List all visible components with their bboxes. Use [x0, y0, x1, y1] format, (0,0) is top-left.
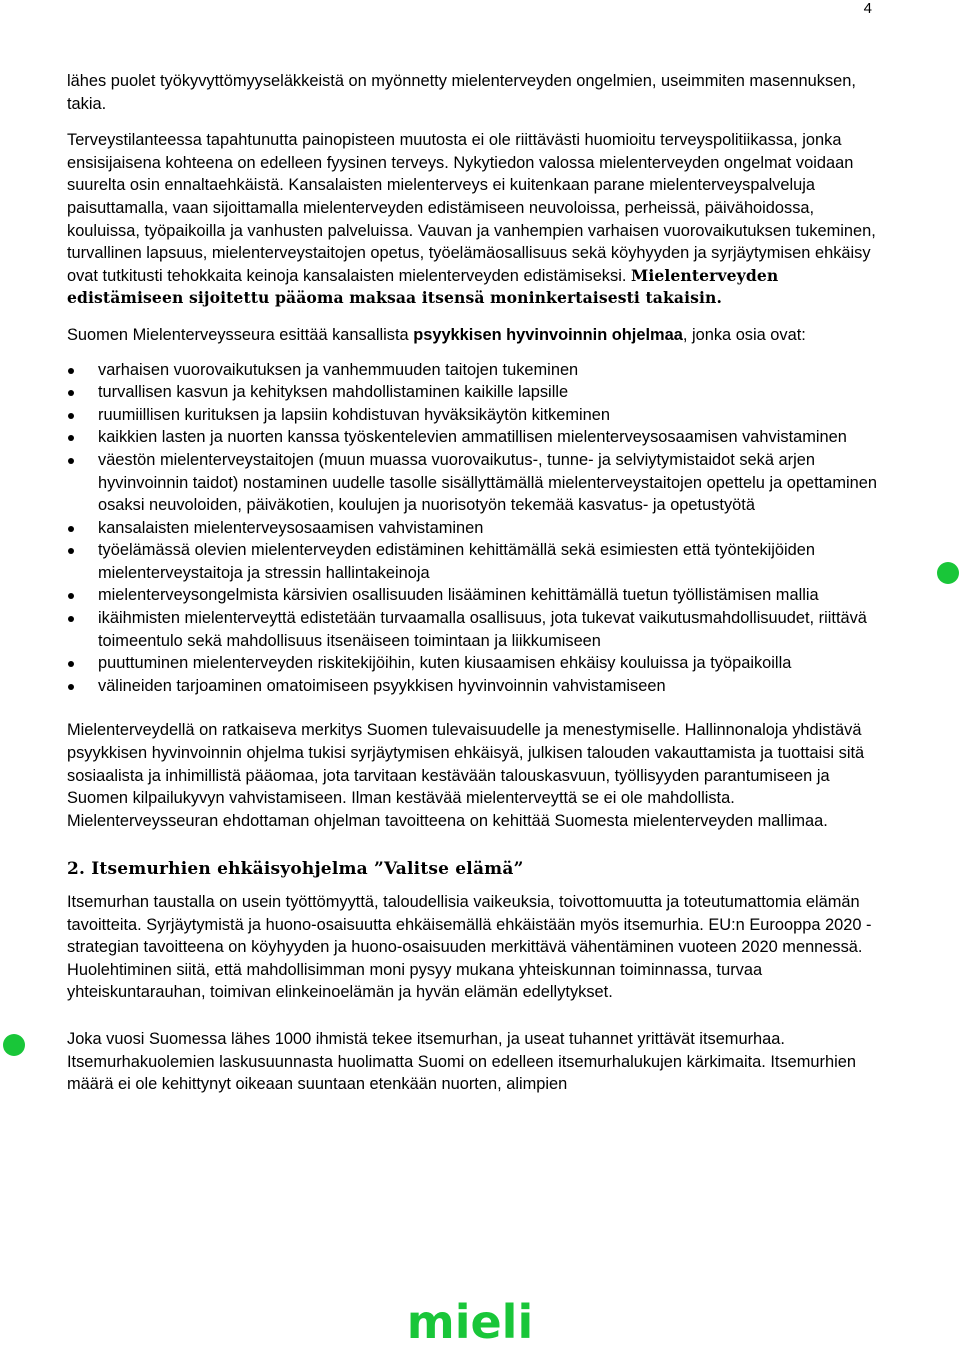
bullet-dot-icon — [68, 526, 74, 532]
bullet-dot-icon — [68, 458, 74, 464]
section-heading: 2. Itsemurhien ehkäisyohjelma ”Valitse elämä” — [67, 859, 524, 880]
bullet-item — [67, 652, 877, 675]
mieli-logo-text: mieli — [406, 1298, 534, 1349]
page-number: 4 — [863, 0, 872, 17]
bullet-text: työelämässä olevien mielenterveyden edistäminen kehittämällä sekä esimiesten että työntekijöiden mielenterveystaitoja ja stressin hallintakeinoja — [98, 541, 816, 582]
bullet-dot-icon — [68, 661, 74, 667]
green-dot-icon — [3, 1034, 25, 1056]
bullet-dot-icon — [68, 684, 74, 690]
paragraph-intro: lähes puolet työkyvyttömyyseläkkeistä on myönnetty mielenterveyden ongelmien, useimmiten masennuksen, takia. — [67, 72, 856, 113]
document-body — [67, 70, 877, 1096]
bullet-item — [67, 404, 877, 427]
bullet-item — [67, 539, 877, 584]
bullet-item — [67, 426, 877, 449]
bullet-text: mielenterveysongelmista kärsivien osallisuuden lisääminen kehittämällä tuetun työllistämisen mallia — [98, 586, 819, 605]
program-intro-text: Suomen Mielenterveysseura esittää kansallista — [67, 325, 414, 344]
bullet-item — [67, 381, 877, 404]
bullet-dot-icon — [68, 616, 74, 622]
paragraph-health-policy-text: Terveystilanteessa tapahtunutta painopisteen muutosta ei ole riittävästi huomioitu terveyspolitiikassa, jonka ensisijaisena kohteena on edelleen fyysinen terveys. Nykytiedon valossa mielenterveyden ongelmat voidaan suurelta osin ennaltaehkäistä. Kansalaisten mielenterveys ei kuitenkaan parane mielenterveyspalveluja paisuttamalla, vaan sijoittamalla mielenterveyden edistämiseen neuvoloissa, perheissä, päivähoidossa, kouluissa, työpaikoilla ja vanhusten palveluissa. Vauvan ja vanhempien varhaisen vuorovaikutuksen tukeminen, turvallinen lapsuus, mielenterveystaitojen opetus, työelämäosallisuus sekä köyhyyden ja syrjäytymisen ehkäisy ovat tutkitusti tehokkaita keinoja kansalaisten mielenterveyden edistämiseksi. — [67, 131, 876, 285]
paragraph-suicide-statistics: Joka vuosi Suomessa lähes 1000 ihmistä tekee itsemurhan, ja useat tuhannet yrittävät itsemurhaa. Itsemurhakuolemien laskusuunnasta huolimatta Suomi on edelleen itsemurhalukujen kärkimaita. Itsemurhien määrä ei ole kehittynyt oikeaan suuntaan etenkään nuorten, alimpien — [67, 1029, 856, 1094]
paragraph-program-intro — [67, 324, 877, 347]
bullet-item — [67, 517, 877, 540]
bullet-text: välineiden tarjoaminen omatoimiseen psyykkisen hyvinvoinnin vahvistamiseen — [98, 676, 666, 695]
bullet-text: väestön mielenterveystaitojen (muun muassa vuorovaikutus-, tunne- ja selviytymistaidot sekä arjen hyvinvoinnin taidot) nostaminen uudelle tasolle sisällyttämällä mielenterveystaitojen opettelu ja opettaminen osaksi neuvoloiden, päiväkotien, koulujen ja nuorisotyön tekemää kasvatus- ja opetustyötä — [98, 450, 878, 515]
bullet-dot-icon — [68, 435, 74, 441]
paragraph-health-policy-emphasis: Mielenterveyden edistämiseen sijoitettu pääoma maksaa itsensä moninkertaisesti takaisin. — [67, 265, 779, 308]
bullet-dot-icon — [68, 548, 74, 554]
mieli-logo — [395, 1298, 545, 1356]
bullet-text: kaikkien lasten ja nuorten kanssa työskentelevien ammatillisen mielenterveysosaamisen vahvistaminen — [98, 428, 847, 447]
bullet-text: turvallisen kasvun ja kehityksen mahdollistaminen kaikille lapsille — [98, 383, 569, 402]
paragraph-significance: Mielenterveydellä on ratkaiseva merkitys Suomen tulevaisuudelle ja menestymiselle. Hallinnonaloja yhdistävä psyykkisen hyvinvoinnin ohjelma tukisi syrjäytymisen ehkäisyä, julkisen talouden vakauttamista ja tuottaisi sitä sosiaalista ja inhimillistä pääomaa, jota tarvitaan kestävään talouskasvuun, työllisyyden parantumiseen ja Suomen kilpailukyvyn vahvistamiseen. Ilman kestävää mielenterveyttä se ei ole mahdollista. Mielenterveysseuran ehdottaman ohjelman tavoitteena on kehittää Suomesta mielenterveyden mallimaa. — [67, 721, 865, 830]
green-dot-icon — [937, 562, 959, 584]
paragraph-health-policy — [67, 129, 877, 310]
bullet-item — [67, 584, 877, 607]
program-bullet-list — [67, 359, 877, 698]
bullet-item — [67, 675, 877, 698]
bullet-dot-icon — [68, 368, 74, 374]
program-name: psyykkisen hyvinvoinnin ohjelmaa — [413, 325, 683, 344]
bullet-item — [67, 359, 877, 382]
paragraph-suicide-background: Itsemurhan taustalla on usein työttömyyttä, taloudellisia vaikeuksia, toivottomuutta ja toteutumattomia elämän tavoitteita. Syrjäytymistä ja huono-osaisuutta ehkäisemällä ehkäistään myös itsemurhia. EU:n Eurooppa 2020 -strategian tavoitteena on köyhyyden ja huono-osaisuuden merkittävä vähentäminen vuoteen 2020 mennessä. Huolehtiminen siitä, että mahdollisimman moni pysyy mukana yhteiskunnan toiminnassa, turvaa yhteiskuntarauhan, toimivan elinkeinoelämän ja hyvän elämän edellytykset. — [67, 893, 872, 1002]
bullet-dot-icon — [68, 390, 74, 396]
bullet-text: varhaisen vuorovaikutuksen ja vanhemmuuden taitojen tukeminen — [98, 360, 579, 379]
bullet-dot-icon — [68, 413, 74, 419]
bullet-dot-icon — [68, 593, 74, 599]
bullet-text: puuttuminen mielenterveyden riskitekijöihin, kuten kiusaamisen ehkäisy kouluissa ja työpaikoilla — [98, 654, 792, 673]
bullet-item — [67, 607, 877, 652]
bullet-item — [67, 449, 877, 517]
bullet-text: ruumiillisen kurituksen ja lapsiin kohdistuvan hyväksikäytön kitkeminen — [98, 405, 610, 424]
bullet-text: kansalaisten mielenterveysosaamisen vahvistaminen — [98, 518, 484, 537]
bullet-text: ikäihmisten mielenterveyttä edistetään turvaamalla osallisuus, jota tukevat vaikutusmahdollisuudet, riittävä toimeentulo sekä mahdollisuus itsenäiseen toimintaan ja liikkumiseen — [98, 609, 867, 650]
program-intro-suffix: , jonka osia ovat: — [682, 325, 806, 344]
